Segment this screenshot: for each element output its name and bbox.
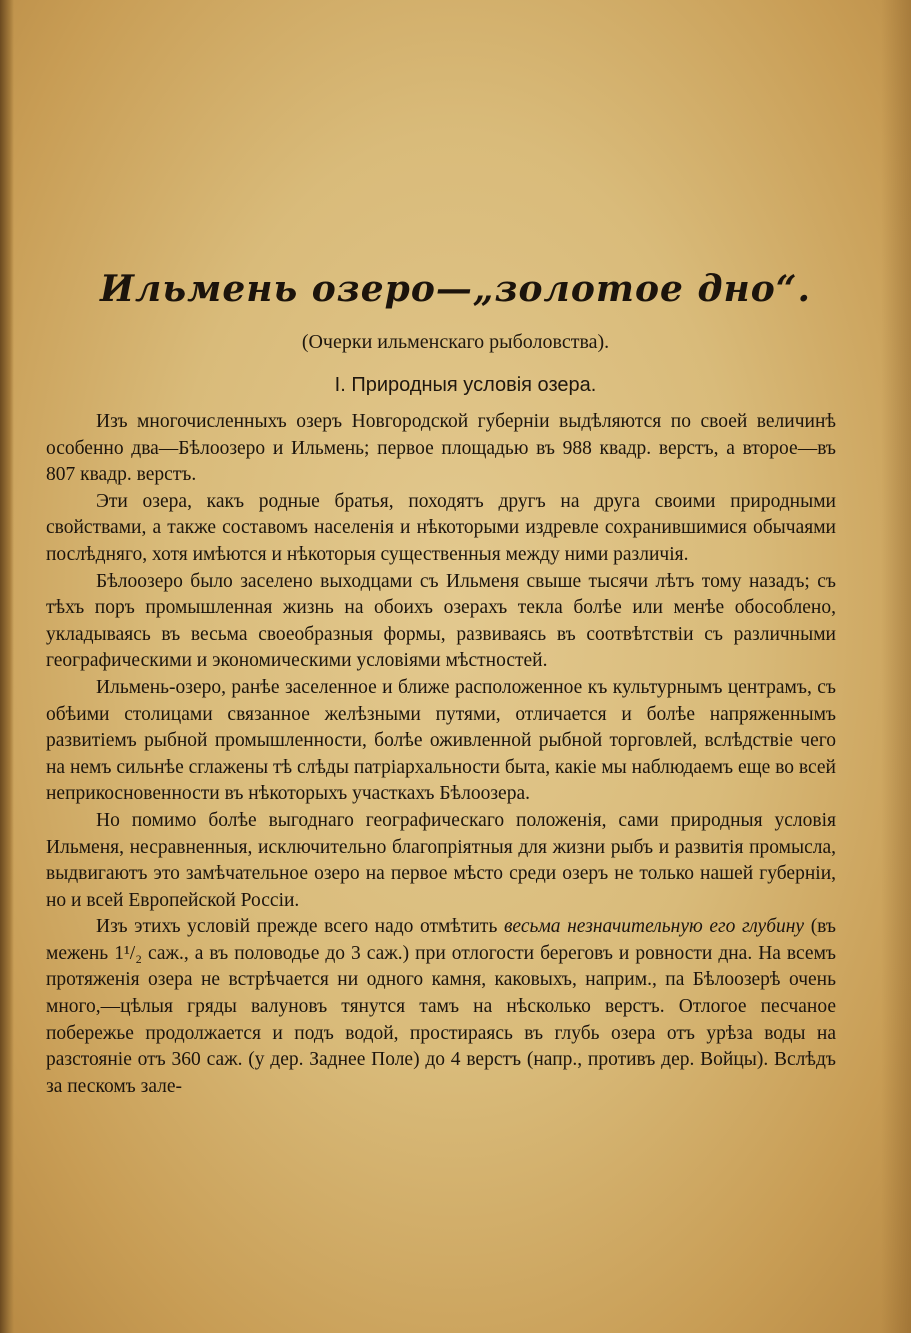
body-text: [46, 409, 836, 1100]
chapter-subtitle: (Очерки ильменскаго рыболовства).: [301, 331, 610, 353]
paragraph: Но помимо болѣе выгоднаго географическаго положенія, сами природныя условія Ильменя, несравненныя, исключительно благопріятныя для жизни рыбъ и развитія промысла, выдвигаютъ это замѣчательное озеро на первое мѣсто среди озеръ не только нашей губерніи, но и всей Европейской Россіи.: [46, 809, 836, 911]
section-heading: I. Природныя условія озера.: [334, 374, 597, 396]
paragraph-tail-text: (въ межень 1¹/₂ саж., а въ половодье до 3 саж.) при отлогости береговъ и ровности дна. На всемъ протяженія озера не встрѣчается ни одного камня, каковыхъ, наприм., па Бѣлоозерѣ очень много,—цѣлыя гряды валуновъ тянутся тамъ на нѣсколько верстъ. Отлогое песчаное побережье продолжается и подъ водой, простираясь въ глубь озера отъ урѣза воды на разстояніе отъ 360 саж. (у дер. Заднее Поле) до 4 верстъ (напр., противъ дер. Войцы). Вслѣдъ за пескомъ зале-: [46, 916, 836, 1097]
paragraph: Бѣлоозеро было заселено выходцами съ Ильменя свыше тысячи лѣтъ тому назадъ; съ тѣхъ поръ промышленная жизнь на обоихъ озерахъ текла болѣе или менѣе обособлено, укладываясь въ весьма своеобразныя формы, развиваясь въ соотвѣтствіи съ различными географическими и экономическими условіями мѣстностей.: [46, 570, 836, 672]
paragraph-lead-text: Изъ этихъ условій прежде всего надо отмѣтить: [96, 916, 504, 938]
paragraph-last: [46, 914, 836, 1100]
chapter-title: Ильмень озеро—„золотое дно“.: [100, 268, 811, 310]
page-binding-edge: [0, 0, 14, 1333]
paragraph: Изъ многочисленныхъ озеръ Новгородской губерніи выдѣляются по своей величинѣ особенно два—Бѣлоозеро и Ильмень; первое площадью въ 988 квадр. верстъ, а второе—въ 807 квадр. верстъ.: [46, 411, 836, 486]
paragraph: Ильмень-озеро, ранѣе заселенное и ближе расположенное къ культурнымъ центрамъ, съ обѣими столицами связанное желѣзными путями, отличается и болѣе напряженнымъ развитіемъ рыбной промышленности, болѣе оживленной рыбной торговлей, вслѣдствіе чего на немъ сильнѣе сглажены тѣ слѣды патріархальности быта, какіе мы наблюдаемъ еще во всей неприкосновенности въ нѣкоторыхъ участкахъ Бѣлоозера.: [46, 676, 836, 805]
page-edge-shadow: [881, 0, 911, 1333]
emphasized-text: весьма незначительную его глубину: [503, 916, 805, 938]
paragraph: Эти озера, какъ родные братья, походятъ другъ на друга своими природными свойствами, а также составомъ населенія и нѣкоторыми издревле сохранившимися обычаями послѣдняго, хотя имѣются и нѣкоторыя существенныя между ними различія.: [46, 490, 836, 565]
